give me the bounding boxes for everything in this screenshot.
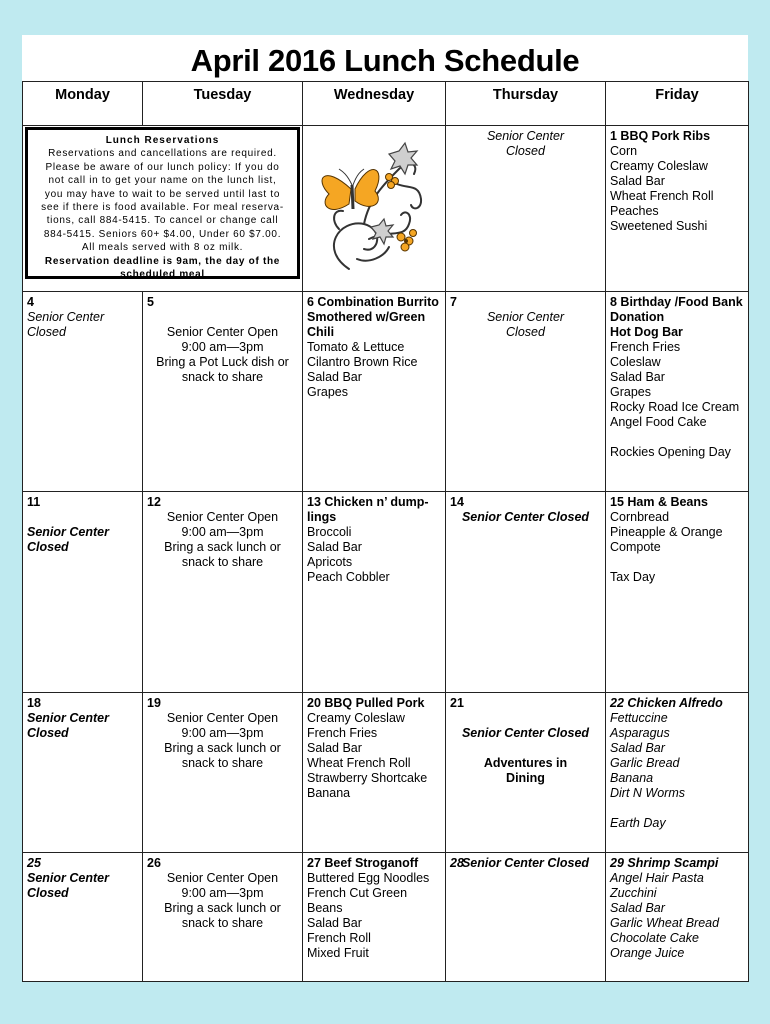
reservations-deadline: scheduled meal	[120, 269, 205, 281]
day-cell-wednesday-13	[303, 492, 446, 693]
day-cell-wednesday-6	[303, 292, 446, 492]
menu-item: Garlic Wheat Bread	[610, 916, 720, 930]
menu-title: Hot Dog Bar	[610, 325, 683, 339]
menu-item: Compote	[610, 540, 661, 554]
menu-item: Grapes	[307, 385, 348, 399]
open-note: Bring a Pot Luck dish or	[156, 355, 289, 369]
reservations-heading: Lunch Reservations	[105, 135, 220, 146]
event-note: Earth Day	[610, 816, 666, 830]
menu-item: Fettuccine	[610, 711, 668, 725]
menu-item: Garlic Bread	[610, 756, 680, 770]
open-note: Bring a sack lunch or	[164, 741, 281, 755]
menu-item: Salad Bar	[307, 540, 362, 554]
day-cell-thursday-week0	[446, 126, 606, 292]
week-row	[23, 693, 749, 853]
schedule-table	[22, 81, 749, 982]
day-cell-tuesday-12	[143, 492, 303, 693]
reservations-line: you may have to wait to be served until last to	[44, 188, 281, 200]
reservations-line: see if there is food available. For meal reserva-	[41, 202, 284, 214]
day-number: 21	[450, 696, 464, 710]
day-cell-thursday-7	[446, 292, 606, 492]
closed-note: Closed	[27, 886, 69, 900]
open-note: Senior Center Open	[166, 325, 279, 339]
day-cell-thursday-28	[446, 853, 606, 982]
open-note: Bring a sack lunch or	[164, 540, 281, 554]
menu-item: Salad Bar	[307, 916, 362, 930]
header-monday: Monday	[23, 82, 143, 126]
illustration-cell	[303, 126, 446, 292]
menu-item: Pineapple & Orange	[610, 525, 723, 539]
menu-item: Salad Bar	[610, 741, 665, 755]
menu-item: Peaches	[610, 204, 659, 218]
day-cell-friday-15	[606, 492, 749, 693]
week-row	[23, 292, 749, 492]
day-number: 4	[27, 295, 34, 309]
menu-title: 29 Shrimp Scampi	[610, 856, 719, 870]
menu-item: Angel Food Cake	[610, 415, 707, 429]
menu-title: 27 Beef Stroganoff	[307, 856, 419, 870]
reservations-cell	[23, 126, 303, 292]
menu-item: Buttered Egg Noodles	[307, 871, 430, 885]
open-note: snack to share	[181, 370, 264, 384]
open-note: snack to share	[181, 756, 264, 770]
reservations-line: 884-5415. Seniors 60+ $4.00, Under 60 $7.00.	[43, 228, 282, 240]
menu-item: Rocky Road Ice Cream	[610, 400, 740, 414]
closed-note: Senior Center	[27, 525, 109, 539]
closed-note: Closed	[27, 325, 66, 339]
menu-item: Chocolate Cake	[610, 931, 699, 945]
header-row	[23, 82, 749, 126]
open-note: Bring a sack lunch or	[164, 901, 281, 915]
day-cell-friday-29	[606, 853, 749, 982]
menu-title: 13 Chicken n’ dump-	[307, 495, 429, 509]
menu-title: Smothered w/Green	[307, 310, 426, 324]
day-cell-friday-8	[606, 292, 749, 492]
menu-item: Broccoli	[307, 525, 352, 539]
open-note: snack to share	[181, 555, 264, 569]
reservations-box	[25, 127, 300, 279]
open-note: snack to share	[181, 916, 264, 930]
header-tuesday: Tuesday	[143, 82, 303, 126]
day-cell-friday-22	[606, 693, 749, 853]
menu-item: Salad Bar	[307, 741, 362, 755]
menu-title: Chili	[307, 325, 335, 339]
menu-item: Zucchini	[610, 886, 657, 900]
closed-note: Closed	[27, 726, 69, 740]
menu-item: Peach Cobbler	[307, 570, 390, 584]
menu-item: Orange Juice	[610, 946, 685, 960]
closed-note: Closed	[506, 325, 545, 339]
day-cell-wednesday-20	[303, 693, 446, 853]
open-note: 9:00 am—3pm	[181, 525, 264, 539]
menu-item: French Roll	[307, 931, 371, 945]
menu-title: 22 Chicken Alfredo	[610, 696, 723, 710]
menu-title: 1 BBQ Pork Ribs	[610, 129, 711, 143]
day-cell-tuesday-5	[143, 292, 303, 492]
closed-note: Senior Center	[27, 310, 105, 324]
day-number: 5	[147, 295, 154, 309]
day-number: 11	[27, 495, 41, 509]
menu-item: Wheat French Roll	[307, 756, 411, 770]
header-friday: Friday	[606, 82, 749, 126]
day-cell-thursday-14	[446, 492, 606, 693]
closed-note: Senior Center	[27, 711, 109, 725]
menu-item: Mixed Fruit	[307, 946, 369, 960]
reservations-line: not call in to get your name on the lunch list,	[48, 175, 277, 187]
reservations-line: Please be aware of our lunch policy: If you do	[45, 161, 280, 173]
menu-item: Coleslaw	[610, 355, 661, 369]
open-note: Senior Center Open	[166, 510, 279, 524]
closed-note: Senior Center Closed	[461, 510, 590, 524]
schedule-sheet	[22, 35, 748, 981]
page-title: April 2016 Lunch Schedule	[190, 43, 580, 78]
menu-item: Sweetened Sushi	[610, 219, 708, 233]
day-cell-friday-1	[606, 126, 749, 292]
day-cell-monday-11	[23, 492, 143, 693]
menu-title: 15 Ham & Beans	[610, 495, 708, 509]
menu-item: Salad Bar	[610, 901, 665, 915]
menu-item: Tomato & Lettuce	[307, 340, 405, 354]
day-cell-tuesday-26	[143, 853, 303, 982]
menu-item: Angel Hair Pasta	[610, 871, 704, 885]
week-row	[23, 853, 749, 982]
menu-item: Dirt N Worms	[610, 786, 685, 800]
day-cell-monday-18	[23, 693, 143, 853]
day-number: 18	[27, 696, 41, 710]
event-note: Adventures in	[483, 756, 568, 770]
menu-item: Salad Bar	[610, 174, 665, 188]
menu-item: Asparagus	[610, 726, 670, 740]
menu-item: Corn	[610, 144, 638, 158]
closed-note: Senior Center Closed	[486, 129, 565, 158]
menu-item: Strawberry Shortcake	[307, 771, 428, 785]
menu-title: 6 Combination Burrito	[307, 295, 439, 309]
day-cell-thursday-21	[446, 693, 606, 853]
menu-item: Banana	[610, 771, 654, 785]
menu-item: Creamy Coleslaw	[307, 711, 405, 725]
day-cell-wednesday-27	[303, 853, 446, 982]
week-row	[23, 492, 749, 693]
menu-item: French Cut Green	[307, 886, 408, 900]
menu-title: 20 BBQ Pulled Pork	[307, 696, 425, 710]
butterfly	[322, 169, 379, 209]
open-note: Senior Center Open	[166, 871, 279, 885]
closed-note: Senior Center	[27, 871, 109, 885]
menu-item: Salad Bar	[307, 370, 362, 384]
reservations-line: Reservations and cancellations are required.	[48, 148, 277, 160]
open-note: 9:00 am—3pm	[181, 726, 264, 740]
menu-item: Cilantro Brown Rice	[307, 355, 418, 369]
menu-title: lings	[307, 510, 337, 524]
closed-note: Closed	[27, 540, 69, 554]
menu-item: Salad Bar	[610, 370, 665, 384]
menu-item: Banana	[307, 786, 351, 800]
menu-title: 8 Birthday /Food Bank	[610, 295, 743, 309]
event-note: Rockies Opening Day	[610, 445, 731, 459]
menu-item: Cornbread	[610, 510, 670, 524]
day-cell-monday-4	[23, 292, 143, 492]
open-note: 9:00 am—3pm	[181, 886, 264, 900]
menu-item: French Fries	[610, 340, 681, 354]
butterfly-flowers-icon	[309, 129, 439, 279]
closed-note: Senior Center	[486, 310, 565, 324]
menu-item: Wheat French Roll	[610, 189, 714, 203]
menu-title: Donation	[610, 310, 665, 324]
closed-note: Senior Center Closed	[461, 726, 590, 740]
day-number: 7	[450, 295, 457, 309]
day-number: 28	[450, 856, 464, 870]
header-wednesday: Wednesday	[303, 82, 446, 126]
day-number: 12	[147, 495, 161, 509]
menu-item: French Fries	[307, 726, 378, 740]
day-cell-tuesday-19	[143, 693, 303, 853]
event-note: Tax Day	[610, 570, 656, 584]
reservations-line: tions, call 884-5415. To cancel or change call	[46, 215, 279, 227]
menu-item: Grapes	[610, 385, 651, 399]
day-number: 26	[147, 856, 161, 870]
event-note: Dining	[506, 771, 545, 785]
reservations-line: All meals served with 8 oz milk.	[81, 242, 244, 254]
closed-note: Senior Center Closed	[461, 856, 590, 870]
week-row	[23, 126, 749, 292]
day-number: 14	[450, 495, 464, 509]
open-note: 9:00 am—3pm	[181, 340, 264, 354]
day-number: 25	[27, 856, 41, 870]
menu-item: Beans	[307, 901, 343, 915]
menu-item: Apricots	[307, 555, 353, 569]
day-cell-monday-25	[23, 853, 143, 982]
menu-item: Creamy Coleslaw	[610, 159, 708, 173]
reservations-deadline: Reservation deadline is 9am, the day of the	[44, 255, 281, 267]
open-note: Senior Center Open	[166, 711, 279, 725]
header-thursday: Thursday	[446, 82, 606, 126]
day-number: 19	[147, 696, 161, 710]
